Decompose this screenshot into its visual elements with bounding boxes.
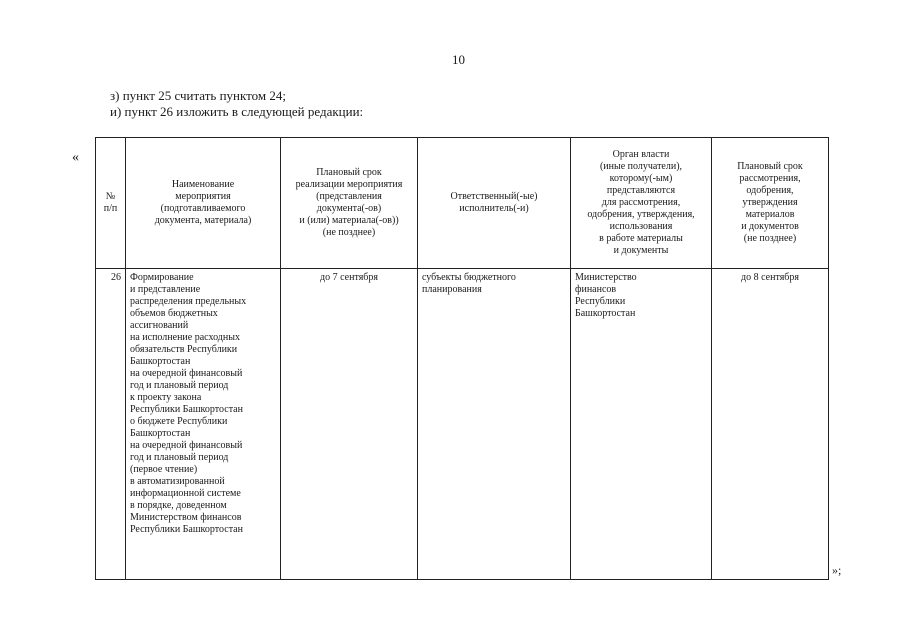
row-deadline: до 7 сентября xyxy=(281,269,418,580)
opening-quote: « xyxy=(72,150,79,165)
intro-line-item-z: з) пункт 25 считать пунктом 24; xyxy=(110,88,287,103)
measures-table xyxy=(95,137,829,580)
table-header-row xyxy=(96,138,829,269)
row-num: 26 xyxy=(96,269,126,580)
closing-quote: »; xyxy=(832,563,842,577)
row-authority: Министерство финансов Республики Башкортостан xyxy=(571,269,712,580)
page-number: 10 xyxy=(452,52,465,67)
row-name: Формирование и представление распределения предельных объемов бюджетных ассигнований на исполнение расходных обязательств Республики Башкортостан на очередной финансовый год и плановый период к проекту закона Республики Башкортостан о бюджете Республики Башкортостан на очередной финансовый год и плановый период (первое чтение) в автоматизированной информационной системе в порядке, доведенном Министерством финансов Республики Башкортостан xyxy=(126,269,281,580)
header-deadline: Плановый срок реализации мероприятия (представления документа(-ов) и (или) материала(-ов)) (не позднее) xyxy=(281,138,418,269)
intro-line-item-i: и) пункт 26 изложить в следующей редакции: xyxy=(110,104,364,119)
header-review: Плановый срок рассмотрения, одобрения, утверждения материалов и документов (не позднее) xyxy=(712,138,829,269)
header-executor: Ответственный(-ые) исполнитель(-и) xyxy=(418,138,571,269)
header-name: Наименование мероприятия (подготавливаемого документа, материала) xyxy=(126,138,281,269)
row-executor: субъекты бюджетного планирования xyxy=(418,269,571,580)
header-authority: Орган власти (иные получатели), которому(-ым) представляются для рассмотрения, одобрения, утверждения, использования в работе материалы и документы xyxy=(571,138,712,269)
table-row xyxy=(96,269,829,580)
header-num: № п/п xyxy=(96,138,126,269)
row-review-deadline: до 8 сентября xyxy=(712,269,829,580)
